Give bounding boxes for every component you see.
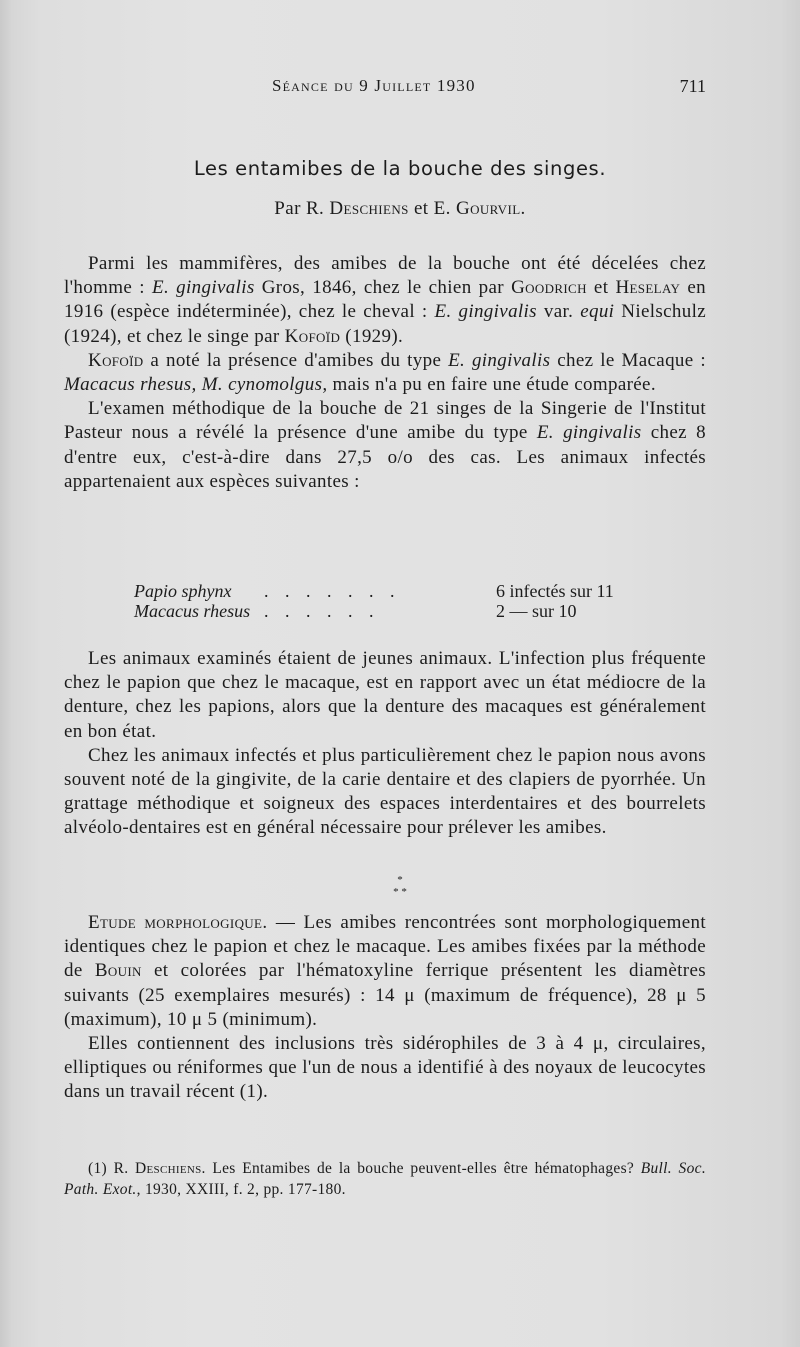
section-heading: Etude morphologique. xyxy=(88,912,268,933)
paragraph-morphology: Etude morphologique. — Les amibes rencontrées sont morphologiquement identiques chez le papion et chez le macaque. Les amibes fixées par la méthode de Bouin et colorées par l'hématoxyline ferrique présentent les diamètres suivants (25 exemplaires mesurés) : 14 μ (maximum de fréquence), 28 μ 5 (maximum), 10 μ 5 (minimum). xyxy=(64,912,707,1030)
paragraph-gingivitis: Chez les animaux infectés et plus particulièrement chez le papion nous avons souvent noté de la gingivite, de la carie dentaire et des clapiers de pyorrhée. Un grattage méthodique et soigneux des espaces interdentaires et des bourrelets alvéolo-dentaires est en général nécessaire pour prélever les amibes. xyxy=(64,744,706,839)
infection-count: 2 — sur 10 xyxy=(496,601,577,621)
footnote: (1) R. Deschiens. Les Entamibes de la bouche peuvent-elles être hématophages? Bull. Soc. Path. Exot., 1930, XXIII, f. 2, pp. 177-180. xyxy=(64,1160,707,1198)
paragraph-examination: L'examen méthodique de la bouche de 21 singes de la Singerie de l'Institut Pasteur nous a révélé la présence d'une amibe du type E. gingivalis chez 8 d'entre eux, c'est-à-dire dans 27,5 o/o des cas. Les animaux infectés appartenaient aux espèces suivantes : xyxy=(64,398,706,492)
paragraph-young-animals: Les animaux examinés étaient de jeunes animaux. L'infection plus fréquente chez le papion que chez le macaque, est en rapport avec un état médiocre de la denture, chez les papions, alors que la denture des macaques est généralement en bon état. xyxy=(64,648,706,742)
article-title: Les entamibes de la bouche des singes. xyxy=(193,157,607,180)
paragraph-inclusions: Elles contiennent des inclusions très sidérophiles de 3 à 4 μ, circulaires, elliptiques ou réniformes que l'un de nous a identifié à des noyaux de leucocytes dans un travail récent (1). xyxy=(64,1033,706,1103)
species-row-papio xyxy=(134,581,674,601)
leader-dots: . . . . . . . xyxy=(264,581,401,601)
paragraph-kofoid: Kofoïd a noté la présence d'amibes du type E. gingivalis chez le Macaque : Macacus rhesus, M. cynomolgus, mais n'a pu en faire une étude comparée. xyxy=(64,349,707,396)
infection-count: 6 infectés sur 11 xyxy=(496,581,614,601)
page-number: 711 xyxy=(679,76,706,96)
paragraph-mammals: Parmi les mammifères, des amibes de la bouche ont été décelées chez l'homme : E. gingivalis Gros, 1846, chez le chien par Goodrich et Heselay en 1916 (espèce indéterminée), chez le cheval : E. gingivalis var. equi Nielschulz (1924), et chez le singe par Kofoïd (1929). xyxy=(64,253,707,347)
author-gourvil: Gourvil. xyxy=(455,198,526,219)
running-head: Séance du 9 Juillet 1930 xyxy=(272,76,476,95)
text-block-morphology xyxy=(64,911,706,1105)
page-header xyxy=(64,76,706,100)
asterism-separator: * * * xyxy=(393,874,407,898)
byline xyxy=(0,198,800,220)
author-deschiens: Deschiens xyxy=(329,198,409,219)
leader-dots: . . . . . . xyxy=(264,601,380,621)
byline-prefix: Par R. xyxy=(274,198,325,219)
species-row-macacus xyxy=(134,601,674,621)
byline-and: et E. xyxy=(413,198,451,219)
species-name: Macacus rhesus xyxy=(134,601,251,621)
species-table xyxy=(134,581,674,621)
species-name: Papio sphynx xyxy=(134,581,232,601)
text-block-observations xyxy=(64,647,706,841)
text-block-intro xyxy=(64,252,706,494)
